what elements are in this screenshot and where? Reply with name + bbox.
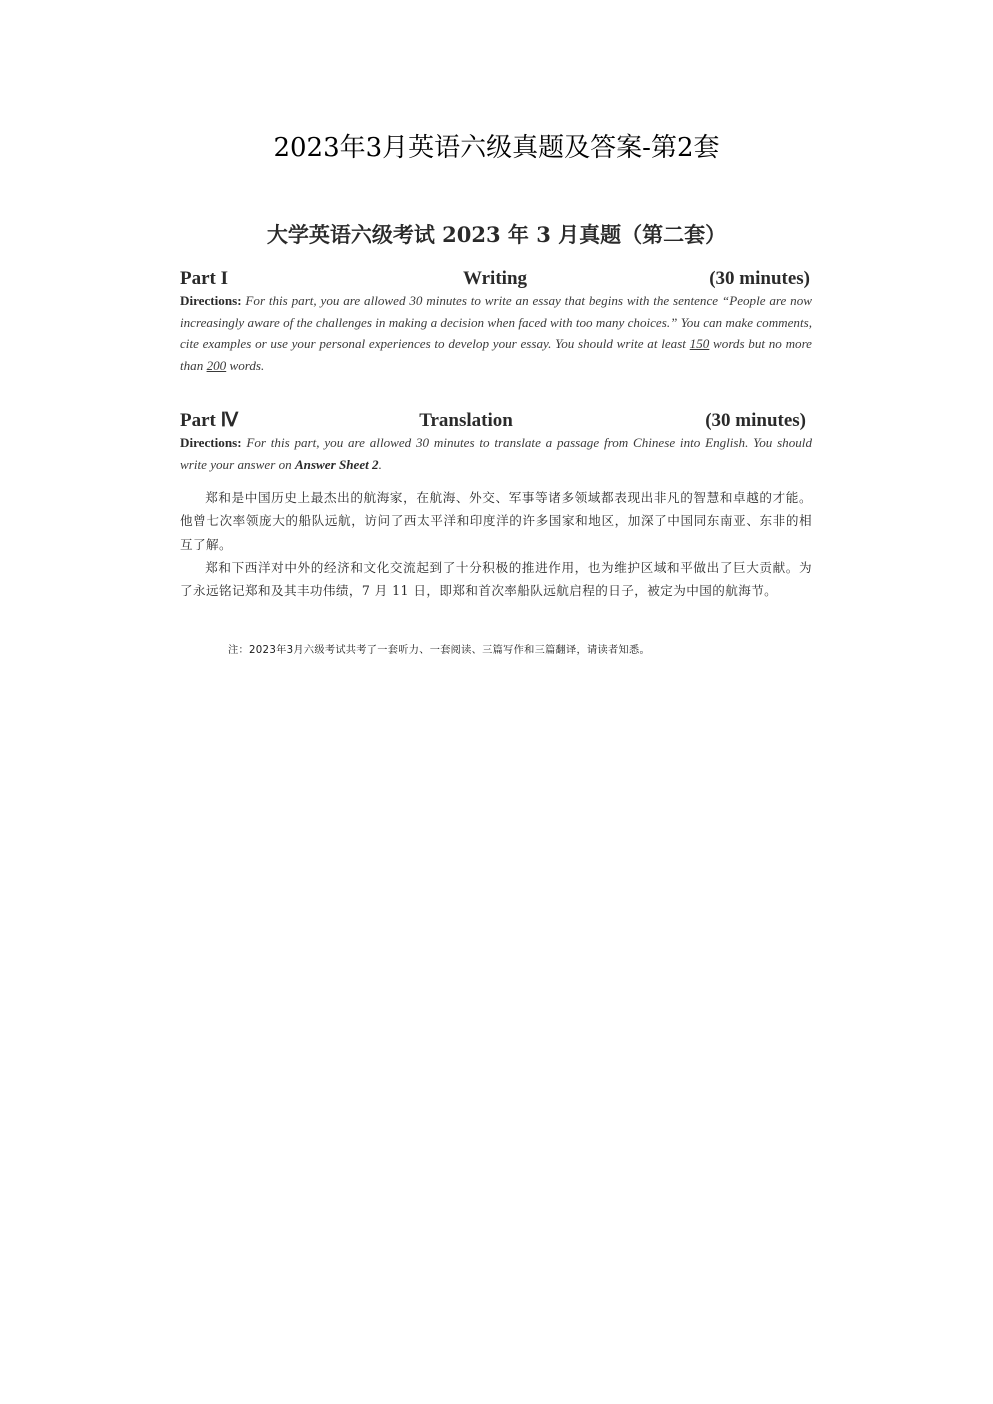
- writing-directions-text-1: For this part, you are allowed 30 minutes to write an essay that begins with the sentence “People are now increasingly aware of the challenges in making a decision when faced with too many choices.” You can make comments, cite examples or use your personal experiences to develop your essay. You should write at least: [180, 293, 812, 351]
- writing-max-words: 200: [206, 357, 227, 373]
- footnote: 注：2023年3月六级考试共考了一套听力、一套阅读、三篇写作和三篇翻译，请读者知悉。: [228, 645, 650, 656]
- translation-directions-label: Directions:: [180, 435, 242, 450]
- writing-directions-text-3: words.: [226, 357, 265, 373]
- part-writing-header: [180, 266, 810, 292]
- translation-paragraph-1: 郑和是中国历史上最杰出的航海家，在航海、外交、军事等诸多领域都表现出非凡的智慧和卓越的才能。他曾七次率领庞大的船队远航，访问了西太平洋和印度洋的许多国家和地区，加深了中国同东南亚、东非的相互了解。: [180, 490, 812, 552]
- part-writing-name: Writing: [462, 268, 528, 289]
- part-translation-number: Part Ⅳ: [180, 410, 239, 431]
- exam-title: 大学英语六级考试 2023 年 3 月真题（第二套）: [266, 222, 727, 247]
- part-translation-header: [180, 408, 810, 434]
- writing-directions-label: Directions:: [180, 293, 242, 308]
- writing-directions: [180, 290, 812, 376]
- writing-directions-text-2: words but no more than: [180, 336, 812, 373]
- part-writing-number: Part I: [180, 268, 229, 289]
- writing-min-words: 150: [689, 336, 710, 351]
- part-translation-name: Translation: [419, 410, 513, 431]
- translation-paragraph-2: 郑和下西洋对中外的经济和文化交流起到了十分积极的推进作用，也为维护区域和平做出了巨大贡献。为了永远铭记郑和及其丰功伟绩，7 月 11 日，即郑和首次率船队远航启程的日子，被定为中国的航海节。: [180, 560, 812, 599]
- document-title: 2023年3月英语六级真题及答案-第2套: [273, 133, 720, 163]
- answer-sheet-label: Answer Sheet 2: [294, 456, 379, 472]
- translation-directions-text-1: For this part, you are allowed 30 minutes to translate a passage from Chinese into English. You should write your answer on: [180, 435, 812, 472]
- translation-directions: [180, 432, 812, 475]
- part-writing-time: (30 minutes): [709, 268, 810, 289]
- translation-directions-text-2: .: [378, 456, 382, 472]
- part-translation-time: (30 minutes): [705, 410, 806, 431]
